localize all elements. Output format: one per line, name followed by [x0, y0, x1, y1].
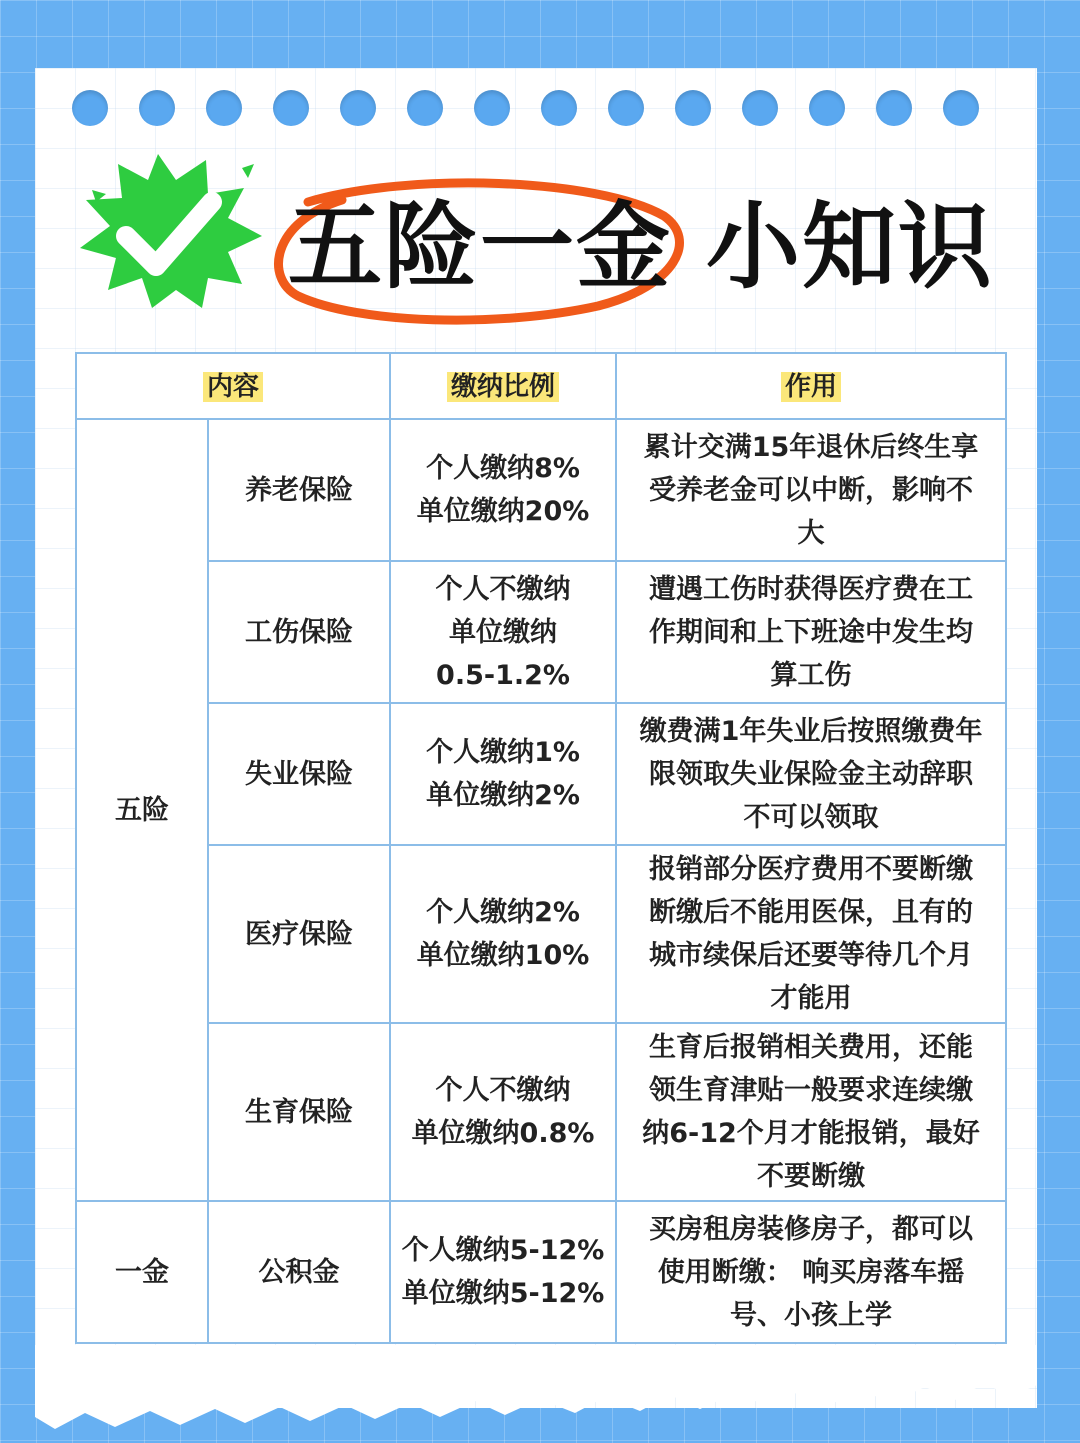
- binder-hole: [742, 90, 778, 126]
- torn-paper-edge: [0, 1345, 1080, 1443]
- insurance-type: 失业保险: [208, 703, 390, 845]
- effect-cell: 报销部分医疗费用不要断缴 断缴后不能用医保，且有的 城市续保后还要等待几个月 才能用: [616, 845, 1006, 1023]
- binder-hole: [273, 90, 309, 126]
- binder-hole: [340, 90, 376, 126]
- category-yijin: 一金: [76, 1201, 208, 1343]
- title-highlight: 五险一金: [288, 193, 673, 302]
- header-effect: 作用: [616, 353, 1006, 419]
- title-rest: 小知识: [706, 193, 995, 302]
- effect-cell: 买房租房装修房子，都可以 使用断缴： 响买房落车摇 号、小孩上学: [616, 1201, 1006, 1343]
- effect-cell: 生育后报销相关费用，还能 领生育津贴一般要求连续缴 纳6-12个月才能报销，最好 不要断缴: [616, 1023, 1006, 1201]
- ratio-cell: 个人缴纳2% 单位缴纳10%: [390, 845, 616, 1023]
- insurance-table: [75, 352, 1007, 1344]
- ratio-cell: 个人缴纳8% 单位缴纳20%: [390, 419, 616, 561]
- binder-hole: [876, 90, 912, 126]
- insurance-type: 生育保险: [208, 1023, 390, 1201]
- table-row: [76, 1023, 1006, 1201]
- ratio-cell: 个人不缴纳 单位缴纳0.8%: [390, 1023, 616, 1201]
- insurance-type: 养老保险: [208, 419, 390, 561]
- insurance-type: 工伤保险: [208, 561, 390, 703]
- binder-holes: [72, 90, 1002, 130]
- category-wuxian: 五险: [76, 419, 208, 1201]
- ratio-cell: 个人缴纳1% 单位缴纳2%: [390, 703, 616, 845]
- effect-cell: 遭遇工伤时获得医疗费在工 作期间和上下班途中发生均 算工伤: [616, 561, 1006, 703]
- effect-cell: 缴费满1年失业后按照缴费年 限领取失业保险金主动辞职 不可以领取: [616, 703, 1006, 845]
- header-content: 内容: [76, 353, 390, 419]
- table-row: [76, 419, 1006, 561]
- table-row: [76, 1201, 1006, 1343]
- page-title: [288, 188, 994, 308]
- binder-hole: [541, 90, 577, 126]
- binder-hole: [407, 90, 443, 126]
- binder-hole: [474, 90, 510, 126]
- binder-hole: [943, 90, 979, 126]
- table-header-row: [76, 353, 1006, 419]
- effect-cell: 累计交满15年退休后终生享 受养老金可以中断，影响不 大: [616, 419, 1006, 561]
- insurance-type: 医疗保险: [208, 845, 390, 1023]
- binder-hole: [139, 90, 175, 126]
- binder-hole: [206, 90, 242, 126]
- binder-hole: [675, 90, 711, 126]
- header-ratio: 缴纳比例: [390, 353, 616, 419]
- insurance-type: 公积金: [208, 1201, 390, 1343]
- ratio-cell: 个人不缴纳 单位缴纳 0.5-1.2%: [390, 561, 616, 703]
- binder-hole: [72, 90, 108, 126]
- check-badge-icon: [72, 150, 264, 310]
- ratio-cell: 个人缴纳5-12% 单位缴纳5-12%: [390, 1201, 616, 1343]
- binder-hole: [608, 90, 644, 126]
- binder-hole: [809, 90, 845, 126]
- table-row: [76, 561, 1006, 703]
- table-row: [76, 703, 1006, 845]
- table-row: [76, 845, 1006, 1023]
